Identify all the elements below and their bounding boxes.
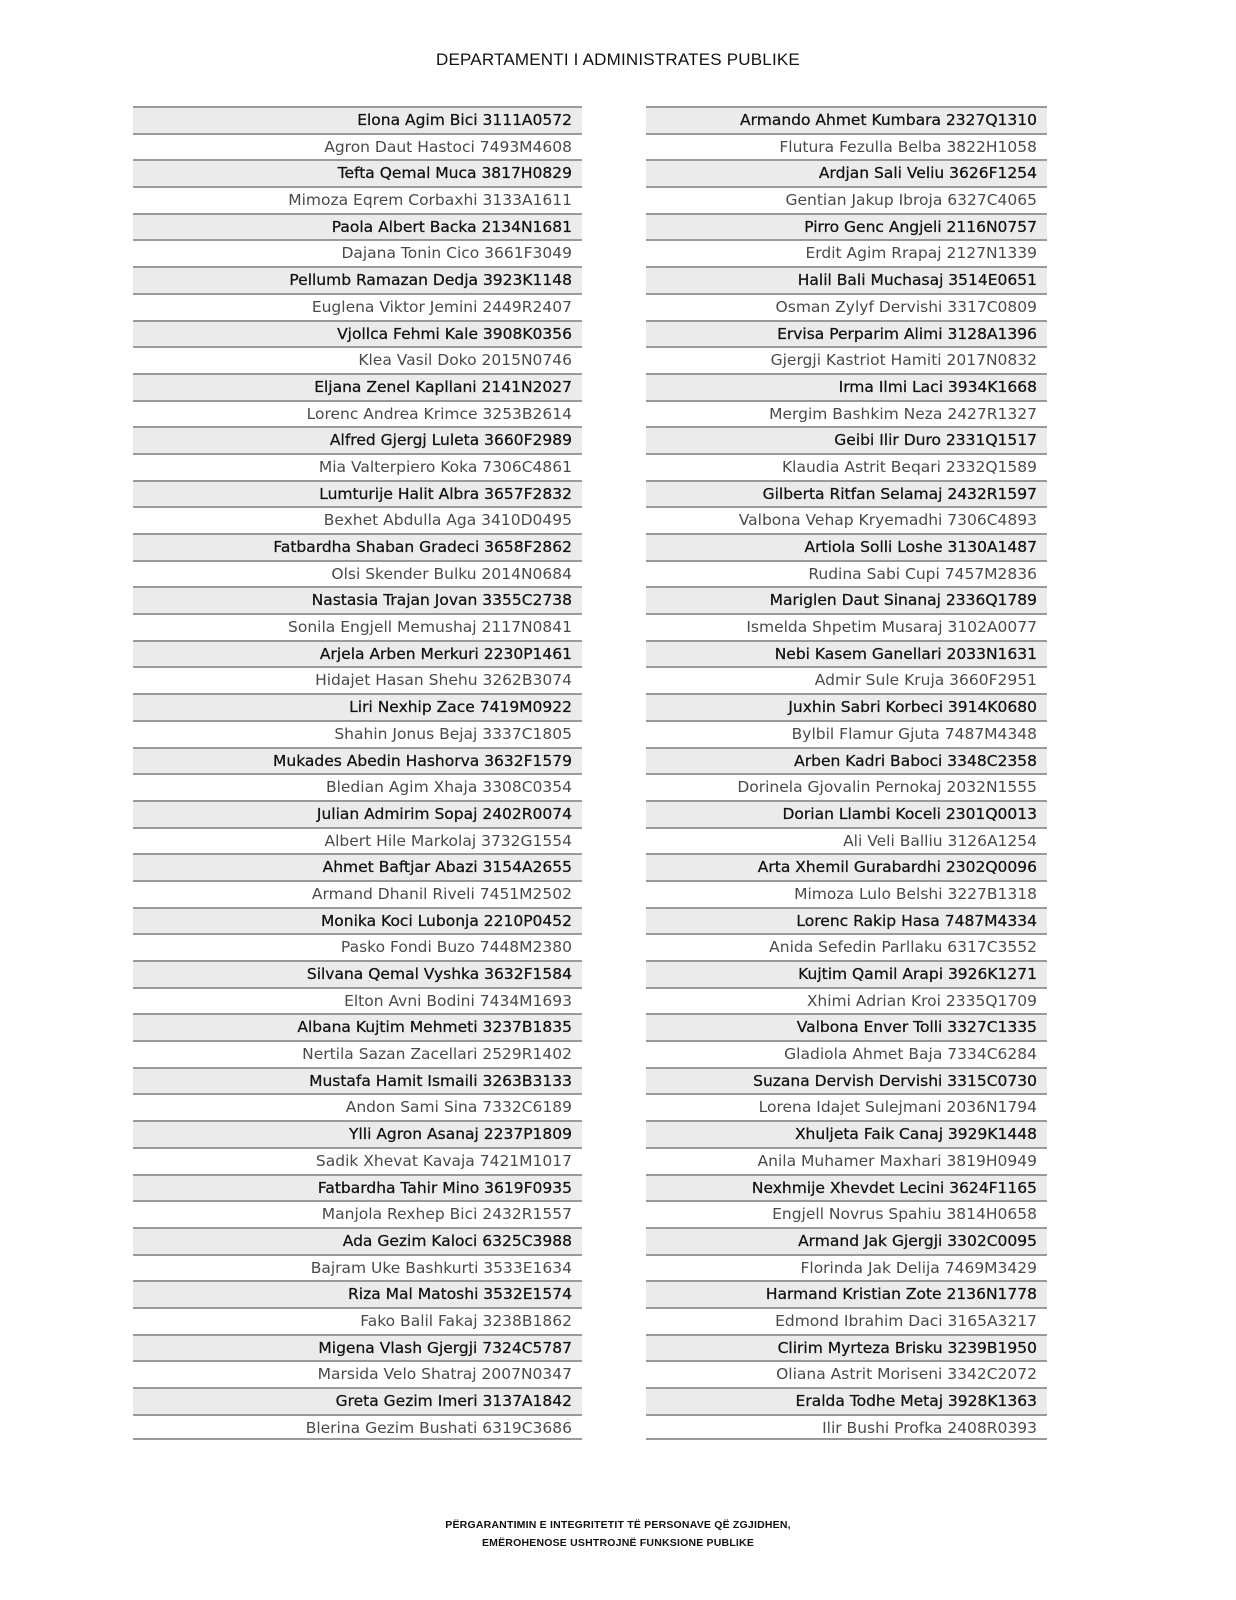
list-item: Mustafa Hamit Ismaili 3263B3133 — [133, 1067, 582, 1094]
list-item: Nebi Kasem Ganellari 2033N1631 — [646, 640, 1047, 667]
list-item: Oliana Astrit Moriseni 3342C2072 — [646, 1360, 1047, 1387]
list-item: Mimoza Eqrem Corbaxhi 3133A1611 — [133, 186, 582, 213]
list-item: Nertila Sazan Zacellari 2529R1402 — [133, 1040, 582, 1067]
list-item: Klaudia Astrit Beqari 2332Q1589 — [646, 453, 1047, 480]
list-item: Flutura Fezulla Belba 3822H1058 — [646, 133, 1047, 160]
list-item: Suzana Dervish Dervishi 3315C0730 — [646, 1067, 1047, 1094]
list-item: Armando Ahmet Kumbara 2327Q1310 — [646, 106, 1047, 133]
page-title: DEPARTAMENTI I ADMINISTRATES PUBLIKE — [436, 50, 800, 69]
list-item: Lorenc Andrea Krimce 3253B2614 — [133, 400, 582, 427]
list-item: Anida Sefedin Parllaku 6317C3552 — [646, 933, 1047, 960]
list-item: Agron Daut Hastoci 7493M4608 — [133, 133, 582, 160]
list-item: Ilir Bushi Profka 2408R0393 — [646, 1414, 1047, 1441]
list-item: Ali Veli Balliu 3126A1254 — [646, 827, 1047, 854]
list-item: Manjola Rexhep Bici 2432R1557 — [133, 1200, 582, 1227]
list-item: Olsi Skender Bulku 2014N0684 — [133, 560, 582, 587]
list-item: Sonila Engjell Memushaj 2117N0841 — [133, 613, 582, 640]
list-item: Andon Sami Sina 7332C6189 — [133, 1093, 582, 1120]
list-item: Ylli Agron Asanaj 2237P1809 — [133, 1120, 582, 1147]
list-item: Lorenc Rakip Hasa 7487M4334 — [646, 907, 1047, 934]
list-item: Mariglen Daut Sinanaj 2336Q1789 — [646, 586, 1047, 613]
list-item: Albana Kujtim Mehmeti 3237B1835 — [133, 1013, 582, 1040]
list-item: Vjollca Fehmi Kale 3908K0356 — [133, 320, 582, 347]
list-item: Gilberta Ritfan Selamaj 2432R1597 — [646, 480, 1047, 507]
list-item: Ahmet Baftjar Abazi 3154A2655 — [133, 853, 582, 880]
list-item: Dorian Llambi Koceli 2301Q0013 — [646, 800, 1047, 827]
list-item: Geibi Ilir Duro 2331Q1517 — [646, 426, 1047, 453]
list-item: Nexhmije Xhevdet Lecini 3624F1165 — [646, 1174, 1047, 1201]
list-item: Engjell Novrus Spahiu 3814H0658 — [646, 1200, 1047, 1227]
list-item: Fatbardha Tahir Mino 3619F0935 — [133, 1174, 582, 1201]
list-item: Anila Muhamer Maxhari 3819H0949 — [646, 1147, 1047, 1174]
list-item: Bledian Agim Xhaja 3308C0354 — [133, 773, 582, 800]
list-item: Klea Vasil Doko 2015N0746 — [133, 346, 582, 373]
list-item: Mimoza Lulo Belshi 3227B1318 — [646, 880, 1047, 907]
list-item: Shahin Jonus Bejaj 3337C1805 — [133, 720, 582, 747]
list-item: Ardjan Sali Veliu 3626F1254 — [646, 159, 1047, 186]
list-item: Harmand Kristian Zote 2136N1778 — [646, 1280, 1047, 1307]
list-item: Julian Admirim Sopaj 2402R0074 — [133, 800, 582, 827]
list-item: Silvana Qemal Vyshka 3632F1584 — [133, 960, 582, 987]
list-item: Gentian Jakup Ibroja 6327C4065 — [646, 186, 1047, 213]
list-item: Sadik Xhevat Kavaja 7421M1017 — [133, 1147, 582, 1174]
list-item: Blerina Gezim Bushati 6319C3686 — [133, 1414, 582, 1441]
list-item: Elton Avni Bodini 7434M1693 — [133, 987, 582, 1014]
list-item: Florinda Jak Delija 7469M3429 — [646, 1254, 1047, 1281]
list-item: Nastasia Trajan Jovan 3355C2738 — [133, 586, 582, 613]
list-item: Ervisa Perparim Alimi 3128A1396 — [646, 320, 1047, 347]
list-item: Artiola Solli Loshe 3130A1487 — [646, 533, 1047, 560]
footer — [0, 1516, 1236, 1552]
list-item: Dorinela Gjovalin Pernokaj 2032N1555 — [646, 773, 1047, 800]
list-item: Migena Vlash Gjergji 7324C5787 — [133, 1334, 582, 1361]
list-item: Arben Kadri Baboci 3348C2358 — [646, 747, 1047, 774]
list-item: Admir Sule Kruja 3660F2951 — [646, 666, 1047, 693]
list-item: Liri Nexhip Zace 7419M0922 — [133, 693, 582, 720]
list-item: Fatbardha Shaban Gradeci 3658F2862 — [133, 533, 582, 560]
list-item: Arjela Arben Merkuri 2230P1461 — [133, 640, 582, 667]
footer-line-1: PËRGARANTIMIN E INTEGRITETIT TË PERSONAVE QË ZGJIDHEN, — [445, 1519, 791, 1531]
list-item: Mukades Abedin Hashorva 3632F1579 — [133, 747, 582, 774]
list-item: Valbona Vehap Kryemadhi 7306C4893 — [646, 506, 1047, 533]
list-item: Valbona Enver Tolli 3327C1335 — [646, 1013, 1047, 1040]
list-item: Ada Gezim Kaloci 6325C3988 — [133, 1227, 582, 1254]
list-item: Juxhin Sabri Korbeci 3914K0680 — [646, 693, 1047, 720]
list-item: Arta Xhemil Gurabardhi 2302Q0096 — [646, 853, 1047, 880]
list-item: Monika Koci Lubonja 2210P0452 — [133, 907, 582, 934]
list-item: Halil Bali Muchasaj 3514E0651 — [646, 266, 1047, 293]
list-item: Tefta Qemal Muca 3817H0829 — [133, 159, 582, 186]
list-item: Pellumb Ramazan Dedja 3923K1148 — [133, 266, 582, 293]
list-item: Bexhet Abdulla Aga 3410D0495 — [133, 506, 582, 533]
list-item: Xhuljeta Faik Canaj 3929K1448 — [646, 1120, 1047, 1147]
list-item: Euglena Viktor Jemini 2449R2407 — [133, 293, 582, 320]
list-item: Rudina Sabi Cupi 7457M2836 — [646, 560, 1047, 587]
left-name-list — [133, 106, 582, 1440]
list-item: Paola Albert Backa 2134N1681 — [133, 213, 582, 240]
list-item: Albert Hile Markolaj 3732G1554 — [133, 827, 582, 854]
list-item: Lumturije Halit Albra 3657F2832 — [133, 480, 582, 507]
list-item: Alfred Gjergj Luleta 3660F2989 — [133, 426, 582, 453]
list-item: Ismelda Shpetim Musaraj 3102A0077 — [646, 613, 1047, 640]
list-item: Gjergji Kastriot Hamiti 2017N0832 — [646, 346, 1047, 373]
right-name-list — [646, 106, 1047, 1440]
list-item: Eralda Todhe Metaj 3928K1363 — [646, 1387, 1047, 1414]
list-item: Xhimi Adrian Kroi 2335Q1709 — [646, 987, 1047, 1014]
list-item: Mia Valterpiero Koka 7306C4861 — [133, 453, 582, 480]
list-item: Bajram Uke Bashkurti 3533E1634 — [133, 1254, 582, 1281]
list-item: Riza Mal Matoshi 3532E1574 — [133, 1280, 582, 1307]
list-item: Fako Balil Fakaj 3238B1862 — [133, 1307, 582, 1334]
list-item: Marsida Velo Shatraj 2007N0347 — [133, 1360, 582, 1387]
list-item: Kujtim Qamil Arapi 3926K1271 — [646, 960, 1047, 987]
list-item: Hidajet Hasan Shehu 3262B3074 — [133, 666, 582, 693]
list-item: Gladiola Ahmet Baja 7334C6284 — [646, 1040, 1047, 1067]
list-item: Bylbil Flamur Gjuta 7487M4348 — [646, 720, 1047, 747]
list-item: Elona Agim Bici 3111A0572 — [133, 106, 582, 133]
list-item: Mergim Bashkim Neza 2427R1327 — [646, 400, 1047, 427]
list-item: Dajana Tonin Cico 3661F3049 — [133, 239, 582, 266]
list-item: Armand Dhanil Riveli 7451M2502 — [133, 880, 582, 907]
list-item: Erdit Agim Rrapaj 2127N1339 — [646, 239, 1047, 266]
list-item: Edmond Ibrahim Daci 3165A3217 — [646, 1307, 1047, 1334]
list-item: Eljana Zenel Kapllani 2141N2027 — [133, 373, 582, 400]
list-item: Armand Jak Gjergji 3302C0095 — [646, 1227, 1047, 1254]
list-item: Osman Zylyf Dervishi 3317C0809 — [646, 293, 1047, 320]
list-item: Greta Gezim Imeri 3137A1842 — [133, 1387, 582, 1414]
list-item: Clirim Myrteza Brisku 3239B1950 — [646, 1334, 1047, 1361]
list-item: Pasko Fondi Buzo 7448M2380 — [133, 933, 582, 960]
list-item: Irma Ilmi Laci 3934K1668 — [646, 373, 1047, 400]
list-item: Lorena Idajet Sulejmani 2036N1794 — [646, 1093, 1047, 1120]
list-item: Pirro Genc Angjeli 2116N0757 — [646, 213, 1047, 240]
footer-line-2: EMËROHENOSE USHTROJNË FUNKSIONE PUBLIKE — [481, 1537, 755, 1549]
